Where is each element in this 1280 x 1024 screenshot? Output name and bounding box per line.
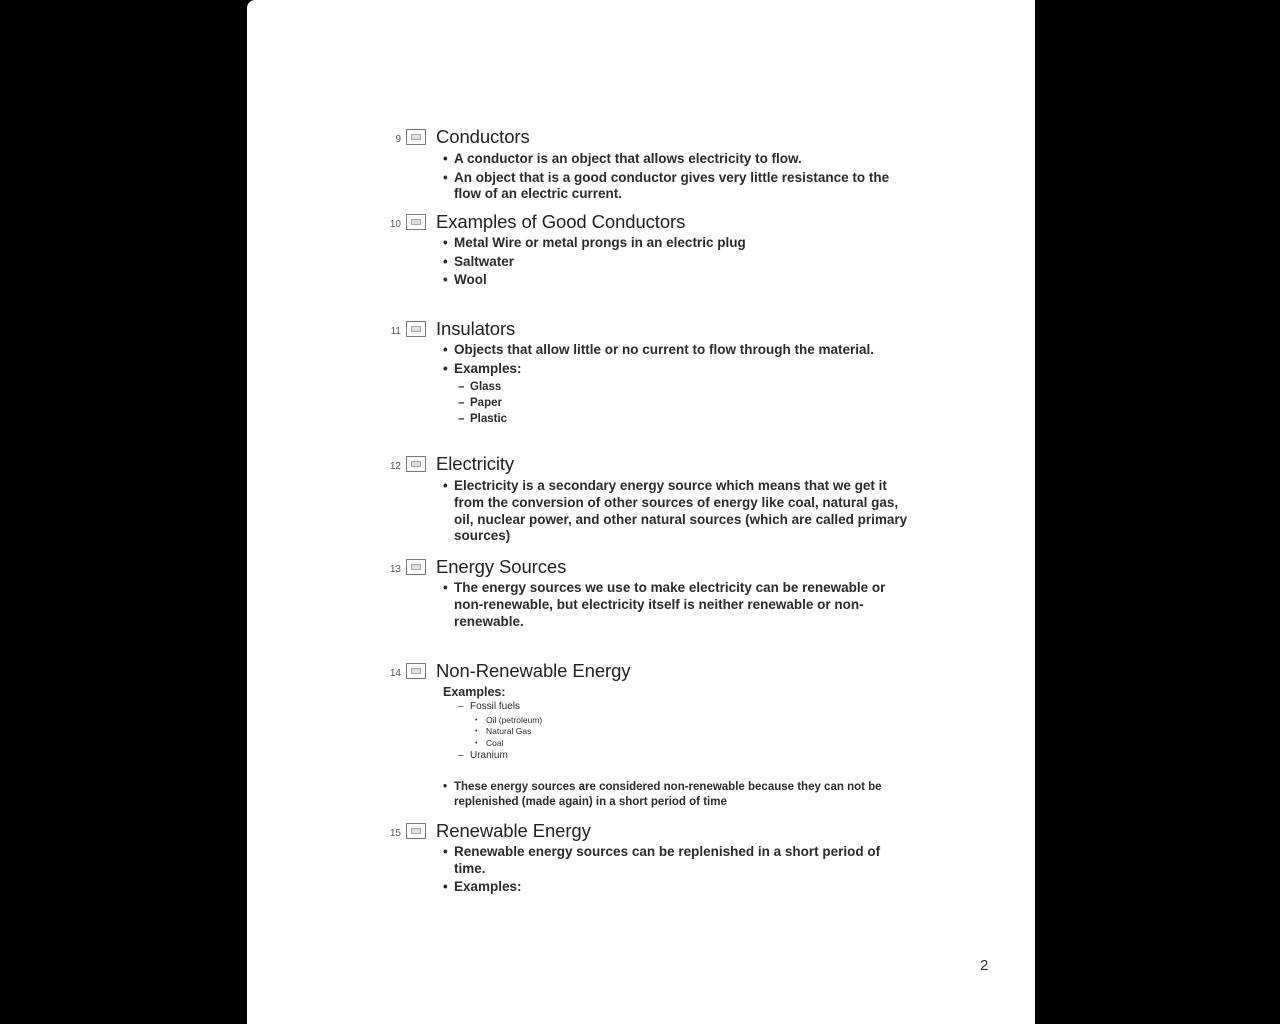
slide-thumbnail-icon xyxy=(406,559,426,575)
slide-body xyxy=(443,684,913,811)
bullet: • The energy sources we use to make electricity can be renewable or non-renewable, but electricity itself is neither renewable or non-renewable. xyxy=(443,580,913,630)
sub-sub-bullet: • Natural Gas xyxy=(443,726,913,738)
slide-title: Energy Sources xyxy=(436,556,567,577)
slide-thumbnail-icon xyxy=(406,456,426,472)
sub-sub-bullet: • Coal xyxy=(443,738,913,750)
document-page xyxy=(247,0,1035,1024)
slide-body xyxy=(443,235,923,291)
sub-sub-bullet: • Oil (petroleum) xyxy=(443,715,913,727)
slide-thumbnail-icon xyxy=(406,823,426,839)
bullet: • An object that is a good conductor gives very little resistance to the flow of an electric current. xyxy=(443,170,913,204)
sub-bullet: – Plastic xyxy=(443,411,913,427)
sub-bullet: – Paper xyxy=(443,395,913,411)
sub-bullet: – Fossil fuels xyxy=(443,700,913,715)
slide-thumbnail-icon xyxy=(406,663,426,679)
bullet: • Saltwater xyxy=(443,254,923,271)
bullet: • Examples: xyxy=(443,361,913,378)
slide-thumbnail-icon xyxy=(406,321,426,337)
sub-bullet: – Uranium xyxy=(443,749,913,764)
slide-number: 11 xyxy=(390,326,401,337)
slide-number: 13 xyxy=(389,564,401,575)
bullet: • Wool xyxy=(443,272,923,289)
sub-bullet: – Glass xyxy=(443,379,913,395)
slide-number: 9 xyxy=(395,134,401,145)
slide-number: 10 xyxy=(389,219,401,230)
slide-title: Examples of Good Conductors xyxy=(436,211,686,232)
slide-title: Renewable Energy xyxy=(436,820,591,841)
slide-body xyxy=(443,342,913,427)
bullet: • Objects that allow little or no current to flow through the material. xyxy=(443,342,913,359)
slide-number: 12 xyxy=(389,461,401,472)
slide-thumbnail-icon xyxy=(406,214,426,230)
slide-number: 15 xyxy=(389,828,401,839)
bullet: • A conductor is an object that allows electricity to flow. xyxy=(443,151,913,168)
slide-title: Electricity xyxy=(436,453,515,474)
slide-title: Non-Renewable Energy xyxy=(436,660,631,681)
examples-label: Examples: xyxy=(443,685,506,699)
slide-body xyxy=(443,478,918,547)
bullet: • Examples: xyxy=(443,879,903,896)
slide-title: Insulators xyxy=(436,318,516,339)
slide-number: 14 xyxy=(389,668,401,679)
page-number: 2 xyxy=(980,957,989,974)
bullet: • Renewable energy sources can be replenished in a short period of time. xyxy=(443,844,903,878)
slide-title: Conductors xyxy=(436,126,530,147)
slide-body xyxy=(443,844,903,898)
bullet: • Electricity is a secondary energy source which means that we get it from the conversion of other sources of energy like coal, natural gas, oil, nuclear power, and other natural sources (which are called primary sources) xyxy=(443,478,918,545)
bullet: • Metal Wire or metal prongs in an electric plug xyxy=(443,235,923,252)
slide-body xyxy=(443,580,913,632)
slide-body xyxy=(443,151,913,205)
bullet: • These energy sources are considered non-renewable because they can not be replenished (made again) in a short period of time xyxy=(443,780,913,810)
slide-thumbnail-icon xyxy=(406,129,426,145)
